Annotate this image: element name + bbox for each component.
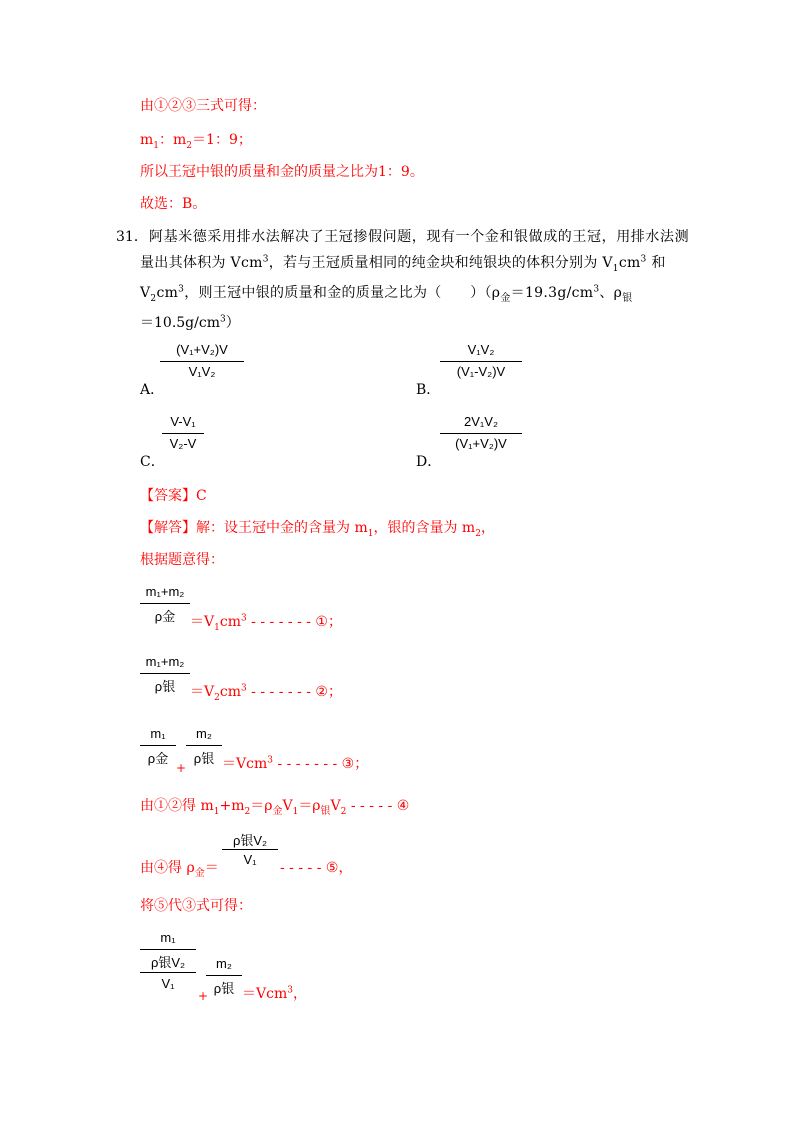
substitution-line: 将⑤代③式可得： xyxy=(140,898,252,914)
eq2-fraction: m₁+m₂ ρ银 xyxy=(140,654,190,694)
answer-line xyxy=(140,486,207,506)
option-a-label[interactable]: A． xyxy=(140,382,165,398)
question-line-3: $V_2cm^3$，则王冠中银的质量和金的质量之比为（ ）（$\rho_金=19.3g/cm^3$、$\rho_银$ xyxy=(140,284,633,304)
question-number: 31． xyxy=(116,229,148,245)
question-line-2: 量出其体积为 Vcm$^3$，若与王冠质量相同的纯金块和纯银块的体积分别为 $V_1cm^3$ 和 xyxy=(140,254,666,274)
eq2-rhs: $=V_2cm^3$ - - - - - - - ②； xyxy=(190,683,342,703)
solution-intro: 【解答】解：设王冠中金的含量为 $m_1$，银的含量为 $m_2$， xyxy=(140,520,495,539)
final-fraction-2: m₂ ρ银 xyxy=(206,956,242,996)
prev-solution-line-1: 由①②③三式可得： xyxy=(140,98,266,114)
eq3-plus: + xyxy=(176,761,187,775)
eq5-fraction: ρ银V₂ V₁ xyxy=(222,830,278,870)
final-plus: + xyxy=(198,989,209,1003)
eq1-rhs: $=V_1cm^3$ - - - - - - - ①； xyxy=(190,613,342,633)
question-line-1: 阿基米德采用排水法解决了王冠掺假问题，现有一个金和银做成的王冠，用排水法测 xyxy=(149,229,690,245)
final-compound-fraction: m₁ ρ银V₂ V₁ xyxy=(140,930,196,996)
option-c-label[interactable]: C． xyxy=(140,454,165,470)
eq3-fraction-2: m₂ ρ银 xyxy=(186,726,222,766)
prev-solution-line-2: $m_1$：$m_2=1$：9； xyxy=(140,132,252,151)
eq3-fraction-1: m₁ ρ金 xyxy=(140,726,176,766)
option-b-label[interactable]: B． xyxy=(416,382,441,398)
option-d-fraction: 2V₁V₂ (V₁+V₂)V xyxy=(440,414,522,454)
eq3-rhs: ＝Vcm$^3$ - - - - - - - ③； xyxy=(222,755,369,772)
eq4-line: 由①②得 $m_1+m_2=\rho_金V_1=\rho_银V_2$ - - - - - ④ xyxy=(140,798,410,817)
option-b-fraction: V₁V₂ (V₁-V₂)V xyxy=(440,342,522,382)
eq5-tail: - - - - - ⑤， xyxy=(280,860,353,876)
eq1-fraction: m₁+m₂ ρ金 xyxy=(140,584,190,624)
solution-by-meaning: 根据题意得： xyxy=(140,552,224,568)
prev-solution-line-4: 故选：B。 xyxy=(140,196,207,212)
option-d-label[interactable]: D． xyxy=(416,454,442,470)
option-c-fraction: V-V₁ V₂-V xyxy=(162,414,204,454)
answer-label: 【答案】 xyxy=(140,488,196,504)
final-rhs: ＝Vcm$^3$， xyxy=(242,985,307,1002)
question-line-4: $=10.5g/cm^3$） xyxy=(140,314,240,331)
answer-value: C xyxy=(196,488,207,504)
eq5-lhs: 由④得 $\rho_金=$ xyxy=(140,860,219,879)
option-a-fraction: (V₁+V₂)V V₁V₂ xyxy=(160,342,244,382)
prev-solution-line-3: 所以王冠中银的质量和金的质量之比为1：9。 xyxy=(140,164,424,180)
